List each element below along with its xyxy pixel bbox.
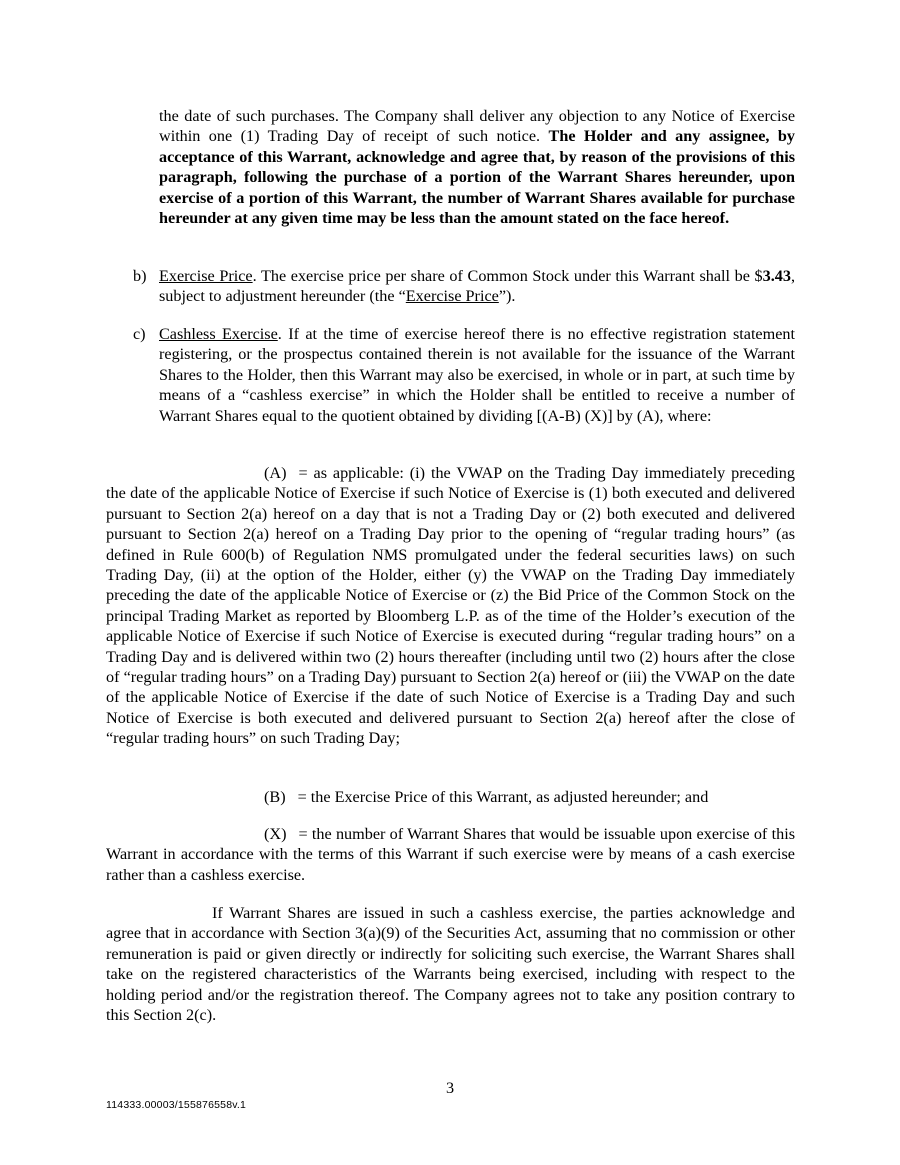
page-number: 3 [445,1079,455,1097]
item-b-body [159,266,795,307]
item-b-text-2: , subject to adjustment hereunder (the “ [159,267,795,306]
continuation-bold-text: The Holder and any assignee, by acceptance of this Warrant, acknowledge and agree that, by reason of the provisions of this paragraph, following the purchase of a portion of the Warrant Shares hereunder, upon exercise of a portion of this Warrant, the number of Warrant Shares available for purchase hereunder at any given time may be less than the amount stated on the face hereof. [159,127,795,228]
item-c-label: c) [133,325,146,343]
continuation-regular-text: the date of such purchases. The Company shall deliver any objection to any Notice of Exercise within one (1) Trading Day of receipt of such notice. [159,107,795,146]
definition-b-label: (B) [264,788,286,806]
item-b-defined-term: Exercise Price [405,287,499,306]
definition-x-text [106,824,795,885]
item-c-text: . If at the time of exercise hereof there is no effective registration statement registering, or the prospectus contained therein is not available for the issuance of the Warrant Shares to the Holder, then this Warrant may also be exercised, in whole or in part, at such time by means of a “cashless exercise” in which the Holder shall be entitled to receive a number of Warrant Shares equal to the quotient obtained by dividing [(A-B) (X)] by (A), where: [159,325,795,425]
definition-a-text [106,463,795,749]
definition-b [106,787,795,807]
continuation-paragraph [159,106,795,228]
definition-a-body: = as applicable: (i) the VWAP on the Trading Day immediately preceding the date of the applicable Notice of Exercise if such Notice of Exercise is (1) both executed and delivered pursuant to Section 2(a) hereof on a day that is not a Trading Day or (2) both executed and delivered pursuant to Section 2(a) hereof on a Trading Day prior to the opening of “regular trading hours” (as defined in Rule 600(b) of Regulation NMS promulgated under the federal securities laws) on such Trading Day, (ii) at the option of the Holder, either (y) the VWAP on the Trading Day immediately preceding the date of the applicable Notice of Exercise or (z) the Bid Price of the Common Stock on the principal Trading Market as reported by Bloomberg L.P. as of the time of the Holder’s execution of the applicable Notice of Exercise if such Notice of Exercise is executed during “regular trading hours” on a Trading Day and is delivered within two (2) hours thereafter (including until two (2) hours after the close of “regular trading hours” on a Trading Day) pursuant to Section 2(a) hereof or (iii) the VWAP on the date of the applicable Notice of Exercise if the date of such Notice of Exercise is a Trading Day and such Notice of Exercise is both executed and delivered pursuant to Section 2(a) hereof after the close of “regular trading hours” on such Trading Day; [106,464,795,748]
section-item-c [133,324,795,426]
definition-a-label: (A) [264,464,287,482]
definition-x-body: = the number of Warrant Shares that would be issuable upon exercise of this Warrant in accordance with the terms of this Warrant if such exercise were by means of a cash exercise rather than a cashless exercise. [106,825,795,884]
section-item-b [133,266,795,307]
item-b-label: b) [133,267,147,285]
item-c-body [159,324,795,426]
item-b-heading: Exercise Price [159,267,253,285]
definition-b-body: = the Exercise Price of this Warrant, as adjusted hereunder; and [297,788,709,806]
exercise-price-value: 3.43 [762,267,791,285]
item-c-heading: Cashless Exercise [159,325,278,343]
item-b-text-1: . The exercise price per share of Common Stock under this Warrant shall be $ [252,267,763,285]
definition-x-label: (X) [264,825,287,843]
definition-a [106,463,795,749]
definition-b-text [106,787,795,807]
definition-x [106,824,795,885]
final-paragraph: If Warrant Shares are issued in such a cashless exercise, the parties acknowledge and agree that in accordance with Section 3(a)(9) of the Securities Act, assuming that no commission or other remuneration is paid or given directly or indirectly for soliciting such exercise, the Warrant Shares shall take on the registered characteristics of the Warrants being exercised, including with respect to the holding period and/or the registration thereof. The Company agrees not to take any position contrary to this Section 2(c). [106,904,795,1025]
item-b-text-3: ”). [498,287,516,306]
document-id: 114333.00003/155876558v.1 [106,1099,247,1111]
